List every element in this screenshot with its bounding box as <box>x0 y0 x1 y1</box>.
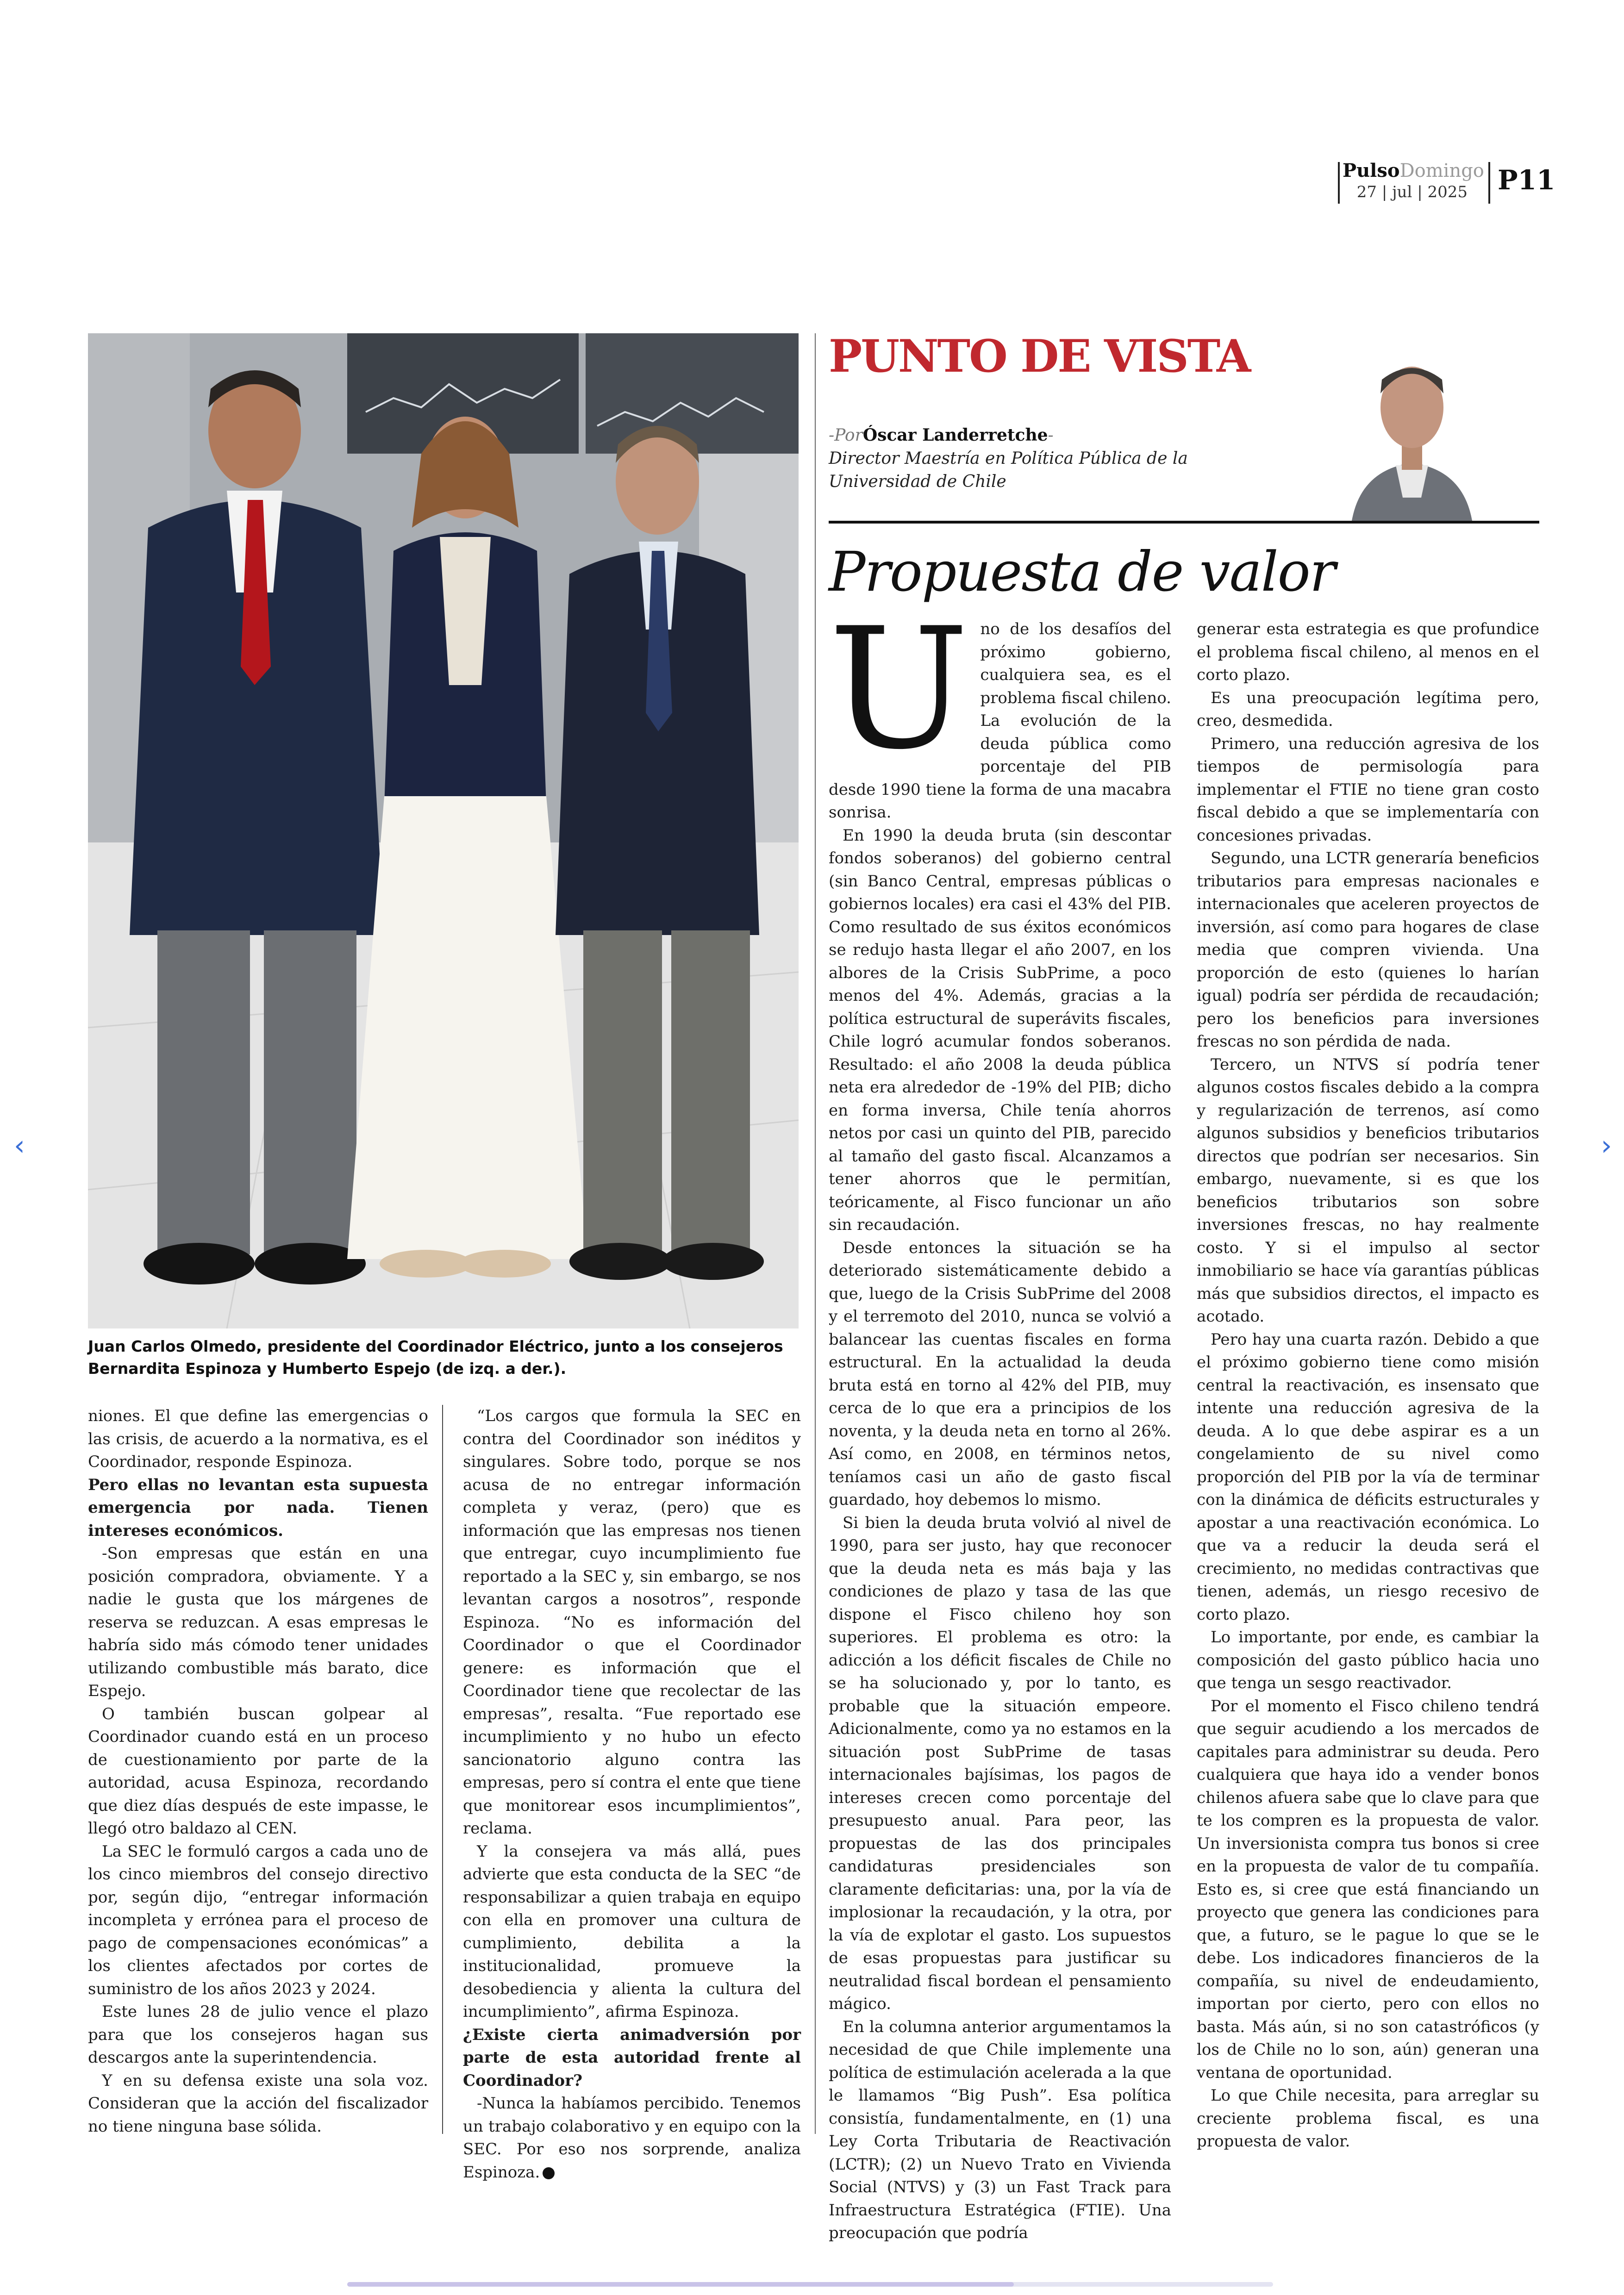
opinion-paragraph: Desde entonces la situación se ha deteriorado sistemáticamente debido a que, luego de la Crisis SubPrime del 2008 y el terremoto del 2010, nunca se volvió a balancear las cuentas fiscales en forma estructural. En la actualidad la deuda bruta está en torno al 42% del PIB, muy cerca de lo que era a principios de los noventa, y la deuda neta en torno al 26%. Así como, en 2008, en términos netos, teníamos casi un año de gasto fiscal guardado, hoy debemos lo mismo. <box>829 1238 1171 1509</box>
opinion-lead-paragraph: no de los desafíos del próximo gobierno, cualquiera sea, es el problema fiscal chileno. La evolución de la deuda pública como porcentaje del PIB desde 1990 tiene la forma de una macabra sonrisa. <box>829 620 1171 822</box>
interview-paragraph: “Los cargos que formula la SEC en contra del Coordinador son inéditos y singulares. Sobre todo, porque se nos acusa de no entregar información completa y veraz, (pero) que es información que las empresas nos tienen que entregar, cuyo incumplimiento fue reportado a la SEC y, sin embargo, se nos levantan cargos a nosotros”, responde Espinoza. “No es información del Coordinador o que el Coordinador genere: es información que el Coordinador tiene que recolectar de las empresas”, resalta. “Fue reportado ese incumplimiento y no hubo un efecto sancionatorio alguno contra las empresas, pero sí contra el ente que tiene que monitorear esos incumplimientos”, reclama. <box>463 1407 801 1838</box>
pulso-p-icon: P <box>543 2167 555 2179</box>
page-number: P11 <box>1498 164 1555 196</box>
interview-column-2 <box>463 1405 801 2184</box>
interview-paragraph: Pero ellas no levantan esta supuesta emergencia por nada. Tienen intereses económicos. <box>88 1475 428 1540</box>
chevron-left-icon: ‹ <box>14 1129 25 1162</box>
byline-suffix: - <box>1048 426 1054 445</box>
author-byline <box>829 424 1208 493</box>
opinion-column-2 <box>1197 618 1539 2153</box>
section-rule <box>829 521 1539 524</box>
horizontal-scrollbar[interactable] <box>347 2282 1273 2287</box>
section-divider <box>815 333 816 2134</box>
opinion-paragraph: Segundo, una LCTR generaría beneficios tributarios para empresas nacionales e internacionales que aceleren proyectos de inversión, así como para hogares de clase media que compren vivienda. Una proporción de esto (quienes lo harían igual) podría ser pérdida de recaudación; pero los beneficios para inversiones frescas no son pérdida de nada. <box>1197 849 1539 1051</box>
scrollbar-thumb[interactable] <box>347 2282 1014 2287</box>
opinion-paragraph: En 1990 la deuda bruta (sin descontar fondos soberanos) del gobierno central (sin Banco Central, empresas públicas o gobiernos locales) era casi el 43% del PIB. Como resultado de sus éxitos económicos se redujo hasta llegar el año 2007, en los albores de la Crisis SubPrime, a poco menos del 4%. Además, gracias a la política estructural de superávits fiscales, Chile logró acumular fondos soberanos. Resultado: el año 2008 la deuda pública neta era alrededor de -19% del PIB; dicho en forma inversa, Chile tenía ahorros netos por casi un quinto del PIB, parecido al tamaño del gasto fiscal. Alcanzamos a tener ahorros que le permitían, teóricamente, al Fisco funcionar un año sin recaudación. <box>829 826 1171 1234</box>
interview-paragraph: -Nunca la habíamos percibido. Tenemos un trabajo colaborativo y en equipo con la SEC. Por eso nos sorprende, analiza Espinoza. P <box>463 2094 801 2182</box>
opinion-paragraph: Pero hay una cuarta razón. Debido a que el próximo gobierno tiene como misión central la reactivación, es insensato que intente una reducción agresiva de la deuda. A lo que debe aspirar es a un congelamiento de su nivel como proporción del PIB por la vía de terminar con la dinámica de déficits estructurales y apostar a una reactivación económica. Lo que va a reducir la deuda será el crecimiento, no medidas contractivas que tienen, además, un riesgo recesivo de corto plazo. <box>1197 1330 1539 1624</box>
author-portrait-illustration <box>1343 331 1481 521</box>
author-role: Director Maestría en Política Pública de la Universidad de Chile <box>829 449 1188 491</box>
column-divider <box>442 1405 443 2134</box>
opinion-paragraph: generar esta estrategia es que profundice el problema fiscal chileno, al menos en el corto plazo. <box>1197 620 1539 684</box>
interview-paragraph: Y la consejera va más allá, pues advierte que esta conducta de la SEC “de responsabilizar a quien trabaja en equipo con ella en promover una cultura de cumplimiento, debilita a la institucionalidad, promueve la desobediencia y alienta la cultura del incumplimiento”, afirma Espinoza. <box>463 1842 801 2021</box>
opinion-paragraph: Por el momento el Fisco chileno tendrá que seguir acudiendo a los mercados de capitales para administrar su deuda. Pero cualquiera que haya ido a vender bonos chilenos afuera sabe que lo clave para que te los compren es la propuesta de valor. Un inversionista compra tus bonos si cree en la propuesta de valor de tu compañía. Esto es, si cree que está financiando un proyecto que genera las condiciones para que, a futuro, se le pague lo que se le debe. Los indicadores financieros de la compañía, su nivel de endeudamiento, importan por cierto, pero con ellos no basta. Más aún, si no son catastróficos (y los de Chile no lo son, aún) generan una ventana de oportunidad. <box>1197 1696 1539 2082</box>
next-page-button[interactable] <box>1593 1129 1620 1166</box>
opinion-paragraph: En la columna anterior argumentamos la necesidad de que Chile implemente una política de estimulación acelerada a la que le llamamos “Big Push”. Esa política consistía, fundamentalmente, en (1) una Ley Corta Tributaria de Reactivación (LCTR); (2) un Nuevo Trato en Vivienda Social (NTVS) y (3) un Fast Track para Infraestructura Estratégica (FTIE). Una preocupación que podría <box>829 2017 1171 2242</box>
author-name: Óscar Landerretche <box>862 425 1048 445</box>
photo-caption: Juan Carlos Olmedo, presidente del Coordinador Eléctrico, junto a los consejeros Bernardita Espinoza y Humberto Espejo (de izq. a der.). <box>88 1337 783 1378</box>
issue-date: 27 | jul | 2025 <box>1356 183 1468 201</box>
opinion-paragraph: Lo importante, por ende, es cambiar la composición del gasto público hacia uno que tenga un sesgo reactivador. <box>1197 1628 1539 1692</box>
opinion-paragraph: Tercero, un NTVS sí podría tener algunos costos fiscales debido a la compra y regularización de terrenos, así como algunos subsidios y beneficios tributarios directos que podrían ser necesarios. Sin embargo, nuevamente, si es que los beneficios tributarios son sobre inversiones frescas, no hay realmente costo. Y si el impulso al sector inmobiliario se hace vía garantías públicas más que subsidios directos, el impacto es acotado. <box>1197 1055 1539 1326</box>
interview-column-1 <box>88 1405 428 2138</box>
opinion-paragraph: Es una preocupación legítima pero, creo, desmedida. <box>1197 688 1539 730</box>
drop-cap: U <box>829 592 969 786</box>
opinion-paragraph: Lo que Chile necesita, para arreglar su creciente problema fiscal, es una propuesta de valor. <box>1197 2086 1539 2151</box>
chevron-right-icon: › <box>1601 1129 1612 1162</box>
author-portrait <box>1343 331 1481 521</box>
byline-prefix: -Por <box>829 426 863 445</box>
interview-paragraph: -Son empresas que están en una posición compradora, obviamente. Y a nadie le gusta que los márgenes de reserva se reduzcan. A esas empresas le habría sido más cómodo tener unidades utilizando combustible más barato, dice Espejo. <box>88 1544 428 1700</box>
article-photo <box>88 333 799 1328</box>
header-divider-left <box>1338 162 1340 204</box>
opinion-column-1-body <box>829 824 1171 2245</box>
opinion-paragraph: Si bien la deuda bruta volvió al nivel de 1990, para ser justo, hay que reconocer que la deuda neta es más baja y las condiciones de plazo y tasa de las que dispone el Fisco chileno hoy son superiores. El problema es otro: la adicción a los déficit fiscales de Chile no se ha solucionado y, por lo tanto, es probable que la situación empeore. Adicionalmente, como ya no estamos en la situación post SubPrime de tasas internacionales bajísimas, los pagos de intereses crecen como porcentaje del presupuesto anual. Para peor, las propuestas de las dos principales candidaturas presidenciales son claramente deficitarias: una, por la vía de implosionar la recaudación, y la otra, por la vía de explotar el gasto. Los supuestos de esas propuestas para justificar su neutralidad fiscal bordean el pensamiento mágico. <box>829 1513 1171 2013</box>
opinion-column-1 <box>829 592 1171 2245</box>
interview-paragraph: Este lunes 28 de julio vence el plazo para que los consejeros hagan sus descargos ante la superintendencia. <box>88 2002 428 2067</box>
brand-pulso: Pulso <box>1343 160 1400 181</box>
masthead-brand <box>1343 160 1484 182</box>
article-headline: Propuesta de valor <box>829 540 1335 604</box>
interview-paragraph: La SEC le formuló cargos a cada uno de los cinco miembros del consejo directivo por, según dijo, “entregar información incompleta y errónea para el proceso de pago de compensaciones económicas” a los clientes afectados por cortes de suministro de los años 2023 y 2024. <box>88 1842 428 1998</box>
interview-paragraph: O también buscan golpear al Coordinador cuando está en un proceso de cuestionamiento por parte de la autoridad, acusa Espinoza, recordando que diez días después de este impasse, le llegó otro baldazo al CEN. <box>88 1704 428 1838</box>
interview-paragraph: Y en su defensa existe una sola voz. Consideran que la acción del fiscalizador no tiene ninguna base sólida. <box>88 2071 428 2136</box>
opinion-paragraph: Primero, una reducción agresiva de los tiempos de permisología para implementar el FTIE no tiene gran costo fiscal debido a que se implementaría con concesiones privadas. <box>1197 734 1539 845</box>
interview-paragraph: ¿Existe cierta animadversión por parte de esta autoridad frente al Coordinador? <box>463 2025 801 2090</box>
brand-domingo: Domingo <box>1399 160 1484 181</box>
photo-illustration <box>88 333 799 1328</box>
header-divider-right <box>1488 162 1490 204</box>
interview-paragraph: niones. El que define las emergencias o las crisis, de acuerdo a la normativa, es el Coordinador, responde Espinoza. <box>88 1407 428 1471</box>
prev-page-button[interactable] <box>6 1129 33 1166</box>
section-title: PUNTO DE VISTA <box>829 330 1250 382</box>
